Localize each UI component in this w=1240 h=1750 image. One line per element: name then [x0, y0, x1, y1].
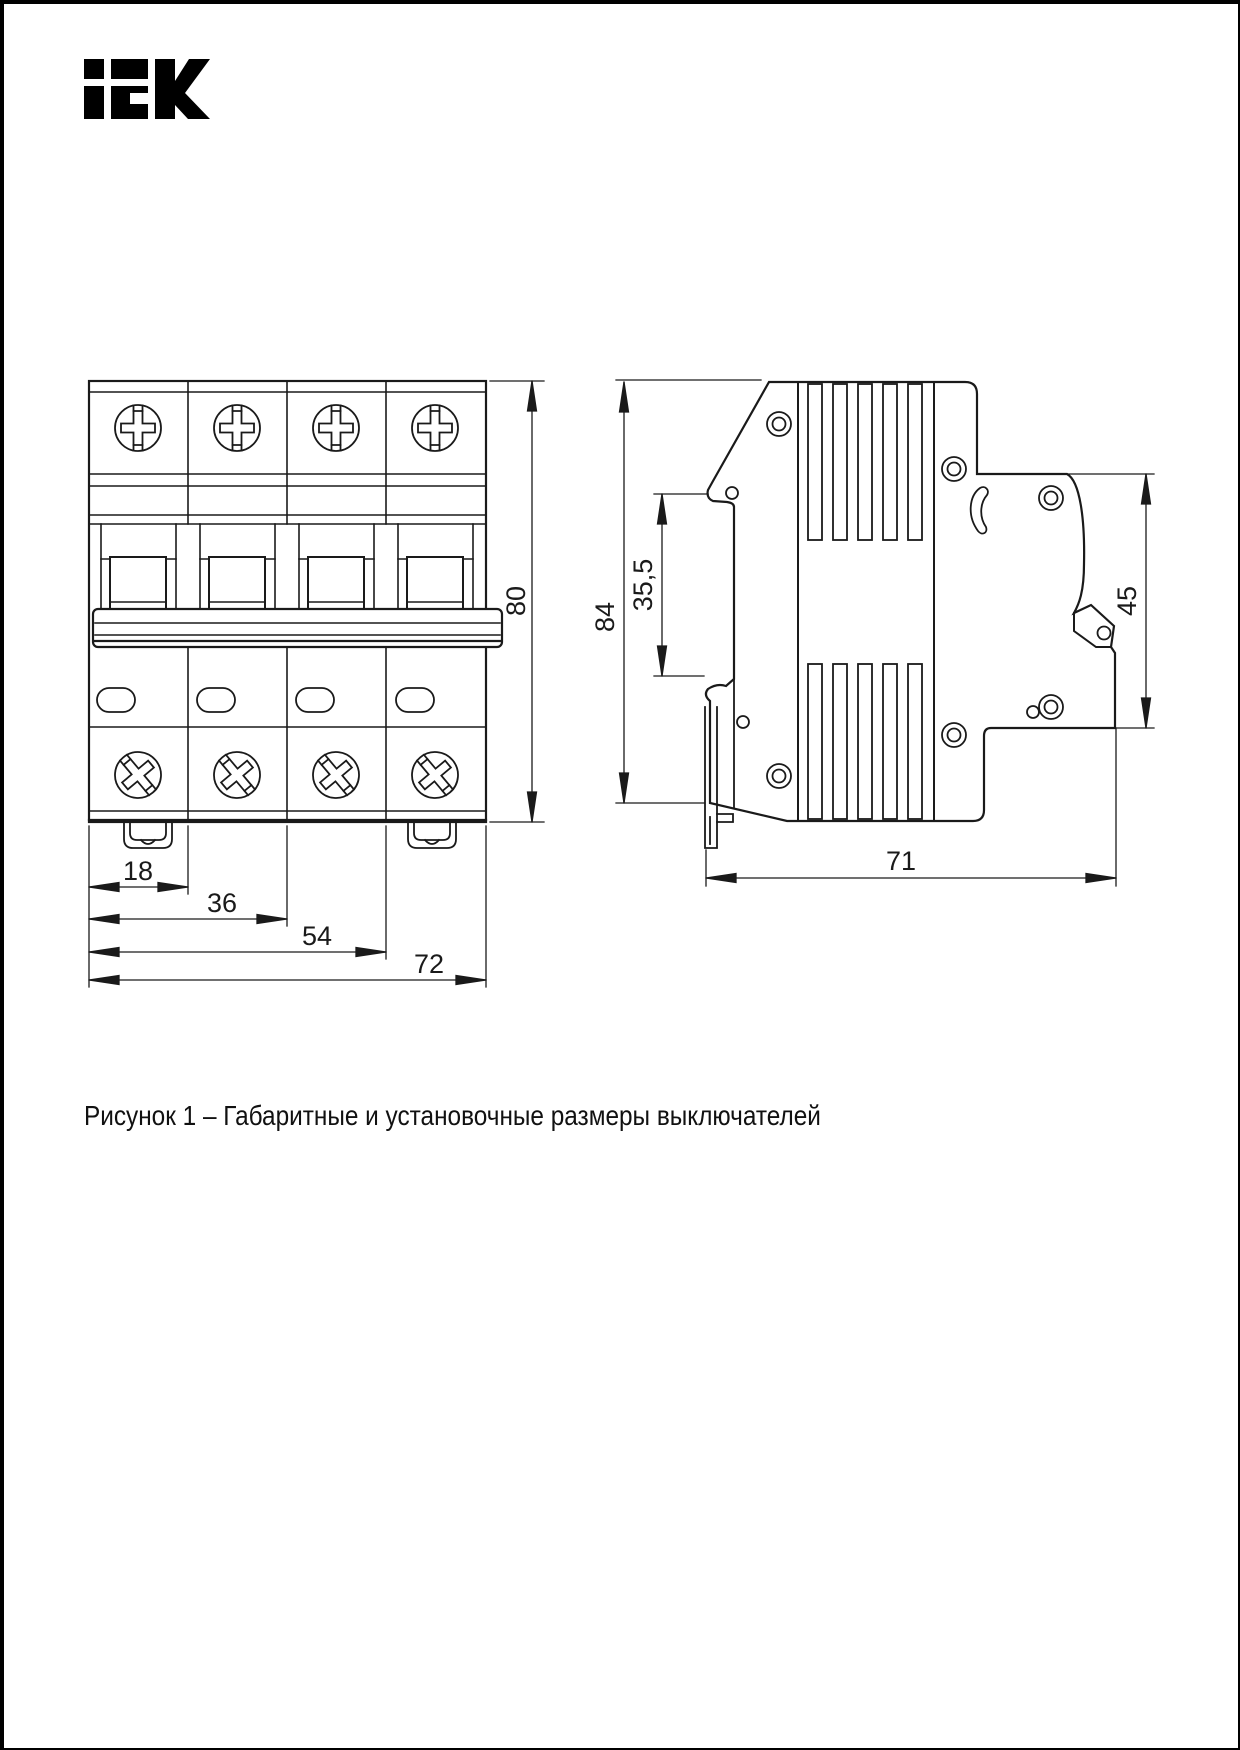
- side-view-body: [706, 382, 1115, 821]
- dim-35-5-label: 35,5: [628, 558, 658, 612]
- toggle-tie-bar: [93, 609, 502, 647]
- figure-caption-text: Рисунок 1 – Габаритные и установочные размеры выключателей: [84, 1100, 821, 1131]
- label-slots: [97, 688, 434, 712]
- side-view: [590, 380, 1154, 886]
- dim-54: [89, 921, 386, 957]
- toggle-handle: [110, 557, 166, 610]
- toggle-handle: [308, 557, 364, 610]
- dim-84-label: 84: [590, 601, 620, 633]
- dim-71: [706, 728, 1116, 886]
- dim-18-label: 18: [122, 856, 154, 886]
- front-view: [89, 381, 544, 987]
- dim-71-label: 71: [885, 846, 917, 876]
- toggle-handle: [209, 557, 265, 610]
- dim-80: [490, 381, 544, 822]
- dim-36-label: 36: [206, 888, 238, 918]
- dim-35-5: [628, 494, 708, 676]
- dim-80-label: 80: [501, 585, 531, 617]
- din-clips-front: [124, 822, 456, 848]
- toggle-handle: [407, 557, 463, 610]
- dim-18: [89, 856, 188, 892]
- dimension-drawing: [4, 4, 1240, 1064]
- dim-72-label: 72: [413, 949, 445, 979]
- dim-72: [89, 949, 486, 985]
- rivets: [767, 412, 1063, 788]
- curved-slot: [971, 487, 988, 533]
- dim-45-label: 45: [1112, 585, 1142, 617]
- vent-slats: [798, 382, 934, 821]
- figure-caption: [84, 1100, 1184, 1132]
- front-width-dimensions: [89, 826, 486, 987]
- dim-54-label: 54: [301, 921, 333, 951]
- toggle-handles: [110, 557, 463, 610]
